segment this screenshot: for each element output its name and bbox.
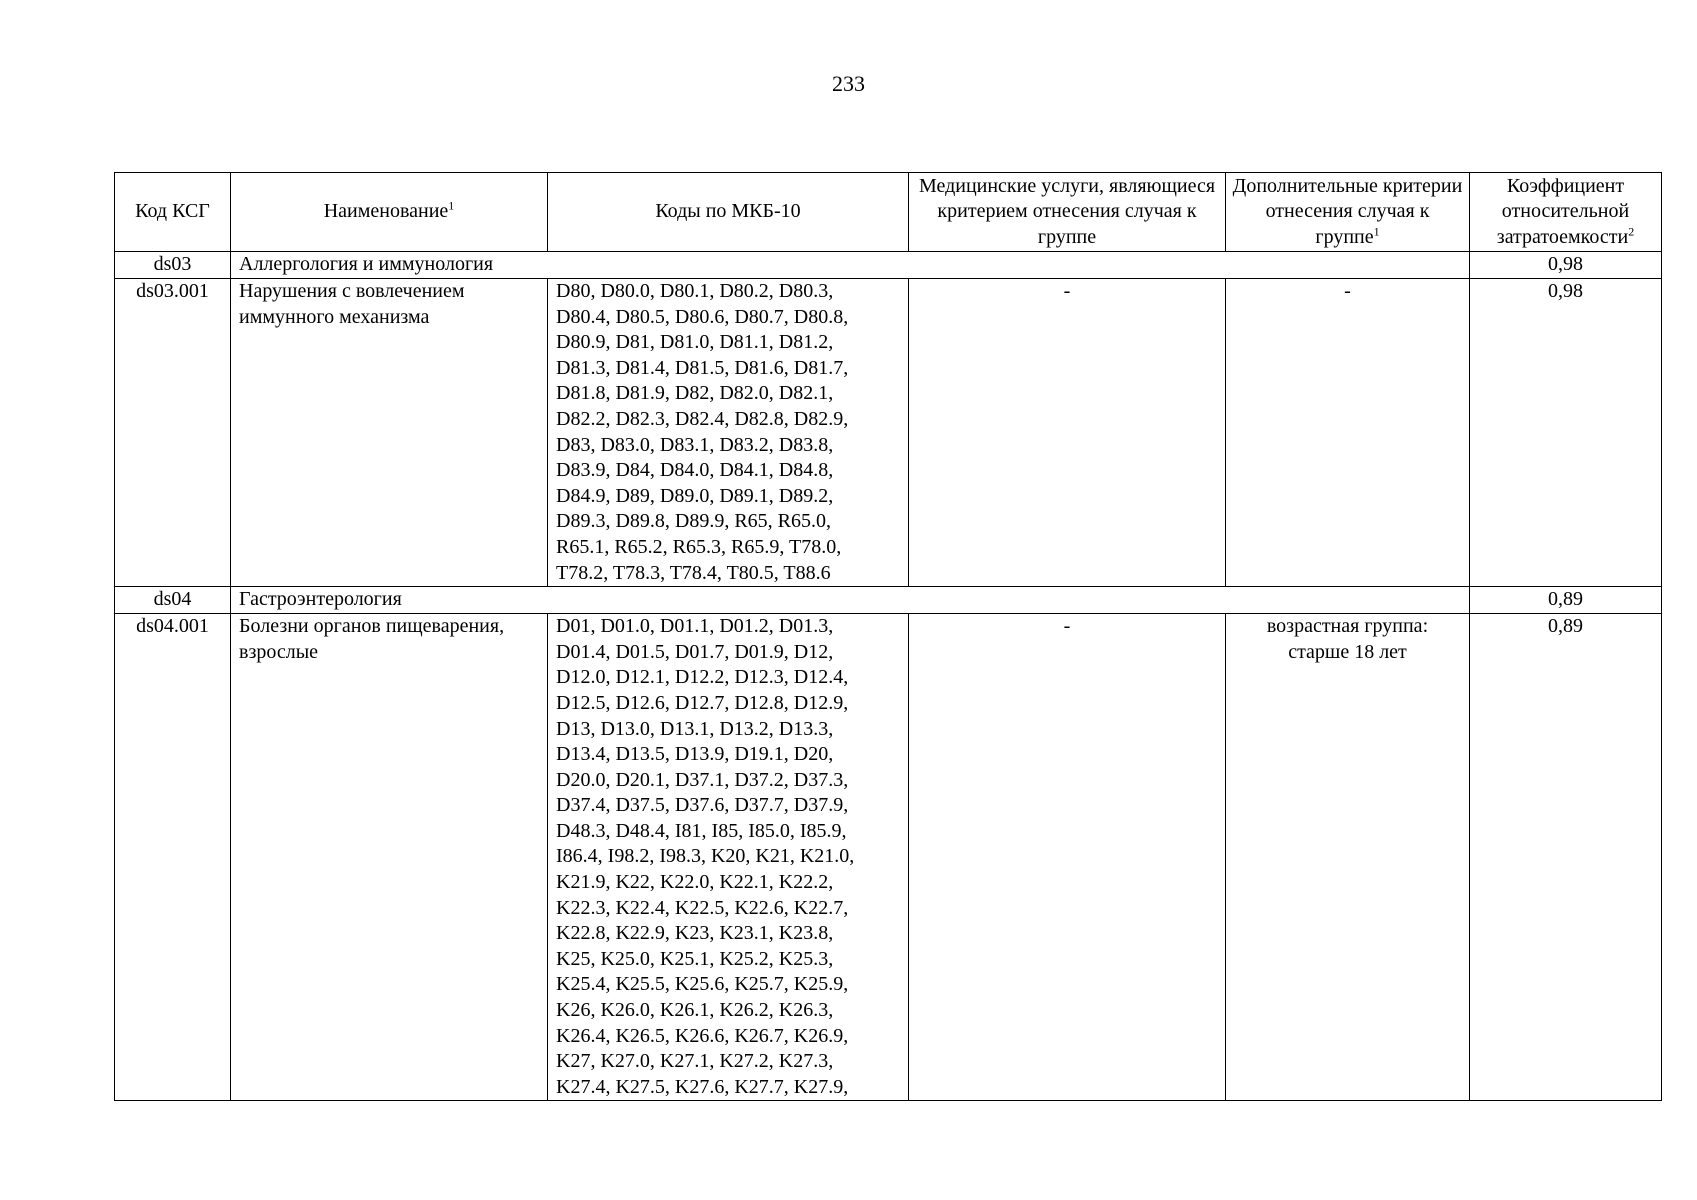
table-row	[115, 279, 1662, 587]
ksg-code: ds04	[115, 587, 231, 614]
medical-services: -	[909, 614, 1226, 1101]
table-row	[115, 614, 1662, 1101]
page-number: 233	[832, 71, 865, 96]
table-header-row	[115, 173, 1662, 252]
additional-criteria: возрастная группа: старше 18 лет	[1226, 614, 1470, 1101]
coefficient: 0,98	[1470, 279, 1662, 587]
ksg-code: ds03.001	[115, 279, 231, 587]
header-criteria: Дополнительные критерии отнесения случая к группе$^1$	[1226, 173, 1470, 252]
header-coefficient: Коэффициент относительной затратоемкости$^2$	[1470, 173, 1662, 252]
section-name: Гастроэнтерология	[231, 587, 1470, 614]
header-code: Код КСГ	[115, 173, 231, 252]
mkb-codes: D01, D01.0, D01.1, D01.2, D01.3, D01.4, D01.5, D01.7, D01.9, D12, D12.0, D12.1, D12.2, D12.3, D12.4, D12.5, D12.6, D12.7, D12.8, D12.9, D13, D13.0, D13.1, D13.2, D13.3, D13.4, D13.5, D13.9, D19.1, D20, D20.0, D20.1, D37.1, D37.2, D37.3, D37.4, D37.5, D37.6, D37.7, D37.9, D48.3, D48.4, I81, I85, I85.0, I85.9, I86.4, I98.2, I98.3, K20, K21, K21.0, K21.9, K22, K22.0, K22.1, K22.2, K22.3, K22.4, K22.5, K22.6, K22.7, K22.8, K22.9, K23, K23.1, K23.8, K25, K25.0, K25.1, K25.2, K25.3, K25.4, K25.5, K25.6, K25.7, K25.9, K26, K26.0, K26.1, K26.2, K26.3, K26.4, K26.5, K26.6, K26.7, K26.9, K27, K27.0, K27.1, K27.2, K27.3, K27.4, K27.5, K27.6, K27.7, K27.9,	[548, 614, 909, 1101]
additional-criteria: -	[1226, 279, 1470, 587]
mkb-codes: D80, D80.0, D80.1, D80.2, D80.3, D80.4, D80.5, D80.6, D80.7, D80.8, D80.9, D81, D81.0, D81.1, D81.2, D81.3, D81.4, D81.5, D81.6, D81.7, D81.8, D81.9, D82, D82.0, D82.1, D82.2, D82.3, D82.4, D82.8, D82.9, D83, D83.0, D83.1, D83.2, D83.8, D83.9, D84, D84.0, D84.1, D84.8, D84.9, D89, D89.0, D89.1, D89.2, D89.3, D89.8, D89.9, R65, R65.0, R65.1, R65.2, R65.3, R65.9, T78.0, T78.2, T78.3, T78.4, T80.5, T88.6	[548, 279, 909, 587]
table-row-section	[115, 252, 1662, 279]
coefficient: 0,89	[1470, 614, 1662, 1101]
coefficient: 0,98	[1470, 252, 1662, 279]
table-row-section	[115, 587, 1662, 614]
ksg-code: ds04.001	[115, 614, 231, 1101]
footnote-marker: 1	[448, 198, 455, 213]
footnote-marker: 1	[1373, 224, 1380, 239]
coefficient: 0,89	[1470, 587, 1662, 614]
medical-services: -	[909, 279, 1226, 587]
ksg-table	[114, 172, 1662, 1101]
header-mkb-codes: Коды по МКБ-10	[548, 173, 909, 252]
footnote-marker: 2	[1628, 224, 1635, 239]
ksg-code: ds03	[115, 252, 231, 279]
section-name: Аллергология и иммунология	[231, 252, 1470, 279]
header-services: Медицинские услуги, являющиеся критерием отнесения случая к группе	[909, 173, 1226, 252]
ksg-name: Нарушения с вовлечением иммунного механизма	[231, 279, 548, 587]
header-name: Наименование$^1$	[231, 173, 548, 252]
ksg-name: Болезни органов пищеварения, взрослые	[231, 614, 548, 1101]
